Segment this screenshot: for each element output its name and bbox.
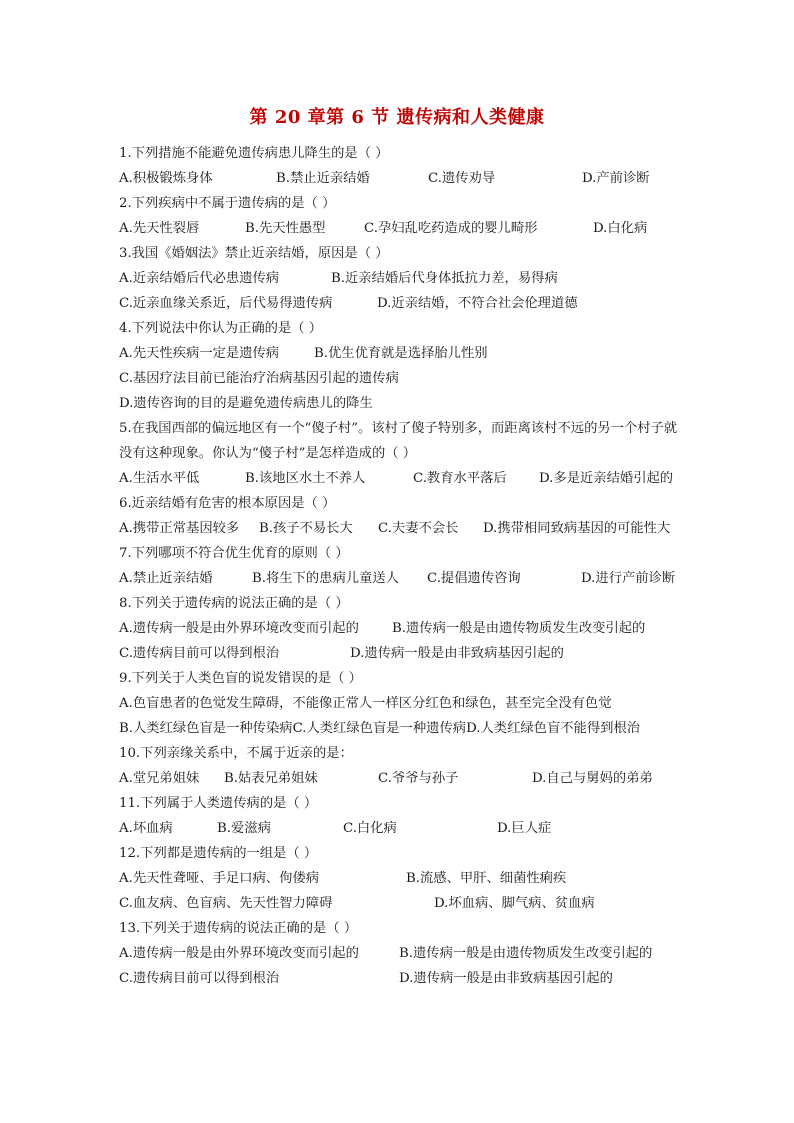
option-a: A.色盲患者的色觉发生障碍，不能像正常人一样区分红色和绿色，甚至完全没有色觉 [119,696,612,711]
option-d: D.产前诊断 [582,171,650,186]
question-stem: 3.我国《婚姻法》禁止近亲结婚，原因是（ ） [119,246,389,261]
option-a: A.生活水平低 [119,471,200,486]
options-row [119,716,679,741]
option-d: D.坏血病、脚气病、贫血病 [434,896,595,911]
options-row [119,291,679,316]
options-row [119,966,679,991]
option-b: B.遗传病一般是由遗传物质发生改变引起的 [392,621,646,636]
option-b: B.孩子不易长大 [259,521,353,536]
options-row [119,766,679,791]
options-row [119,566,679,591]
option-b: B.将生下的患病儿童送人 [252,571,399,586]
option-c: C.基因疗法目前已能治疗治病基因引起的遗传病 [119,371,399,386]
option-c: C.遗传病目前可以得到根治 [119,646,280,661]
option-a: A.先天性裂唇 [119,221,200,236]
option-a: A.堂兄弟姐妹 [119,771,200,786]
option-a: A.先天性疾病一定是遗传病 [119,346,280,361]
question-stem: 9.下列关于人类色盲的说发错误的是（ ） [119,671,362,686]
options-row [119,516,679,541]
option-d: D.携带相同致病基因的可能性大 [483,521,671,536]
option-d: D.遗传病一般是由非致病基因引起的 [350,646,564,661]
options-row [119,366,679,391]
option-c: C.人类红绿色盲是一种遗传病 [292,721,467,736]
option-a: A.坏血病 [119,821,173,836]
question-stem: 10.下列亲缘关系中，不属于近亲的是： [119,746,353,761]
option-d: D.巨人症 [497,821,552,836]
option-c: C.提倡遗传咨询 [427,571,521,586]
option-b: B.先天性愚型 [245,221,326,236]
option-d: D.人类红绿色盲不能得到根治 [466,721,641,736]
option-c: C.遗传劝导 [428,171,496,186]
option-b: B.遗传病一般是由遗传物质发生改变引起的 [399,946,653,961]
option-d: D.白化病 [593,221,648,236]
question-stem: 4.下列说法中你认为正确的是（ ） [119,321,323,336]
option-d: D.遗传病一般是由非致病基因引起的 [399,971,613,986]
option-d: D.进行产前诊断 [581,571,676,586]
page-title: 第 20 章第 6 节 遗传病和人类健康 [249,107,545,128]
option-c: C.遗传病目前可以得到根治 [119,971,280,986]
option-a: A.遗传病一般是由外界环境改变而引起的 [119,946,359,961]
option-c: C.教育水平落后 [413,471,507,486]
option-b: B.姑表兄弟姐妹 [224,771,318,786]
option-c: C.白化病 [343,821,397,836]
options-row [119,891,679,916]
options-row [119,216,679,241]
option-d: D.自己与舅妈的弟弟 [532,771,653,786]
option-c: C.孕妇乱吃药造成的婴儿畸形 [364,221,538,236]
option-a: A.携带正常基因较多 [119,521,240,536]
option-d: D.遗传咨询的目的是避免遗传病患儿的降生 [119,396,373,411]
question-stem: 7.下列哪项不符合优生优育的原则（ ） [119,546,349,561]
question-stem: 8.下列关于遗传病的说法正确的是（ ） [119,596,349,611]
question-stem: 1.下列措施不能避免遗传病患儿降生的是（ ） [119,146,389,161]
question-stem: 6.近亲结婚有危害的根本原因是（ ） [119,496,336,511]
options-row [119,641,679,666]
option-d: D.多是近亲结婚引起的 [539,471,674,486]
option-a: A.积极锻炼身体 [119,171,213,186]
question-stem: 11.下列属于人类遗传病的是（ ） [119,796,318,811]
options-row [119,166,679,191]
option-b: B.禁止近亲结婚 [276,171,370,186]
option-b: B.流感、甲肝、细菌性痢疾 [406,871,567,886]
option-a: A.近亲结婚后代必患遗传病 [119,271,280,286]
options-row [119,816,679,841]
question-stem: 5.在我国西部的偏远地区有一个“傻子村”。该村了傻子特别多，而距离该村不远的另一个村子就没有这种现象。你认为“傻子村”是怎样造成的（ ） [119,421,678,461]
options-row [119,391,679,416]
option-d: D.近亲结婚，不符合社会伦理道德 [377,296,578,311]
option-b: B.近亲结婚后代身体抵抗力差，易得病 [331,271,558,286]
option-c: C.近亲血缘关系近，后代易得遗传病 [119,296,333,311]
question-list [119,141,679,991]
option-a: A.禁止近亲结婚 [119,571,213,586]
options-row [119,466,679,491]
option-a: A.先天性聋哑、手足口病、佝偻病 [119,871,319,886]
option-b: B.该地区水土不养人 [245,471,366,486]
options-row [119,616,679,641]
option-b: B.优生优育就是选择胎儿性别 [314,346,488,361]
option-b: B.人类红绿色盲是一种传染病 [119,721,293,736]
question-stem: 2.下列疾病中不属于遗传病的是（ ） [119,196,336,211]
option-c: C.爷爷与孙子 [378,771,459,786]
options-row [119,266,679,291]
options-row [119,941,679,966]
question-stem: 13.下列关于遗传病的说法正确的是（ ） [119,921,358,936]
question-stem: 12.下列都是遗传病的一组是（ ） [119,846,318,861]
options-row [119,691,679,716]
option-c: C.血友病、色盲病、先天性智力障碍 [119,896,333,911]
option-c: C.夫妻不会长 [378,521,459,536]
options-row [119,866,679,891]
option-a: A.遗传病一般是由外界环境改变而引起的 [119,621,359,636]
option-b: B.爱滋病 [217,821,271,836]
options-row [119,341,679,366]
